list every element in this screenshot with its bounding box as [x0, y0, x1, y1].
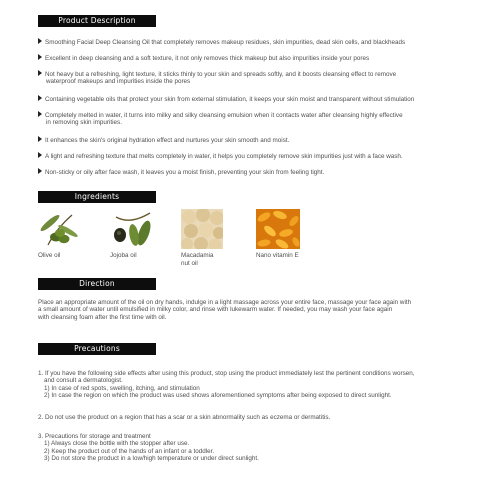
- precaution-item-2: [38, 414, 458, 421]
- jojoba-image: [110, 209, 160, 249]
- arrow-bullet-icon: [38, 111, 42, 117]
- arrow-bullet-icon: [38, 95, 42, 101]
- ingredient-label: Jojoba oil: [110, 252, 137, 259]
- description-item: [38, 136, 458, 144]
- precaution-item-1: [38, 370, 458, 399]
- description-text-cont: in removing skin impurities.: [46, 119, 122, 127]
- description-text: Completely melted in water, it turns into milky and silky cleansing emulsion when it contacts water after cleansing highly effective: [45, 112, 403, 119]
- description-item: [38, 38, 458, 46]
- arrow-bullet-icon: [38, 38, 42, 44]
- arrow-bullet-icon: [38, 168, 42, 174]
- ingredient-label-line1: Macadamia: [181, 252, 214, 259]
- arrow-bullet-icon: [38, 70, 42, 76]
- description-text: Not heavy but a refreshing, light texture, it sticks thinly to your skin and spreads softly, and it boosts cleansing effect to remove: [45, 71, 397, 78]
- precaution-text: and consult a dermatologist.: [44, 377, 123, 385]
- precaution-subitem: 2) Keep the product out of the hands of an infant or a toddler.: [44, 447, 215, 455]
- section-header-description: Product Description: [38, 15, 156, 27]
- ingredient-label-line2: nut oil: [181, 259, 198, 267]
- ingredient-label: Nano vitamin E: [256, 252, 299, 259]
- arrow-bullet-icon: [38, 152, 42, 158]
- description-item: [38, 95, 458, 103]
- ingredient-label: [181, 252, 214, 267]
- direction-line: with cleansing foam after the first time with oil.: [38, 313, 167, 321]
- vitamin-e-capsules-image: [256, 209, 306, 249]
- arrow-bullet-icon: [38, 54, 42, 60]
- direction-line: Place an appropriate amount of the oil on dry hands, indulge in a light massage across your entire face, massage your face again with: [38, 299, 412, 306]
- ingredient-label: Olive oil: [38, 252, 61, 259]
- arrow-bullet-icon: [38, 136, 42, 142]
- precaution-text: 1. If you have the following side effects after using this product, stop using the product immediately lest the pertinent conditions worsen,: [38, 370, 415, 377]
- description-item: [38, 70, 458, 86]
- description-text: Excellent in deep cleansing and a soft texture, it not only removes thick makeup but also impurities inside your pores: [45, 55, 370, 62]
- macadamia-image: [181, 209, 231, 249]
- description-item: [38, 111, 458, 127]
- precaution-text: 3. Precautions for storage and treatment: [38, 433, 151, 440]
- precaution-subitem: 1) In case of red spots, swelling, itching, and stimulation: [44, 384, 200, 392]
- precaution-text: 2. Do not use the product on a region that has a scar or a skin abnormality such as eczema or dermatitis.: [38, 414, 331, 421]
- description-text: Non-sticky or oily after face wash, it leaves you a moist finish, preventing your skin from feeling tight.: [45, 169, 325, 176]
- description-text-cont: waterproof makeups and impurities inside the pores: [46, 78, 191, 86]
- description-text: Containing vegetable oils that protect your skin from external stimulation, it keeps your skin moist and transparent without stimulation: [45, 96, 415, 103]
- description-item: [38, 152, 458, 160]
- direction-line: a small amount of water until emulsified in milky color, and rinse with lukewarm water. If needed, you may wash your face again: [38, 306, 393, 314]
- description-item: [38, 54, 458, 62]
- precaution-subitem: 1) Always close the bottle with the stopper after use.: [44, 440, 190, 448]
- description-text: Smoothing Facial Deep Cleansing Oil that completely removes makeup residues, skin impurities, dead skin cells, and blackheads: [45, 39, 406, 46]
- description-item: [38, 168, 458, 176]
- direction-text: [38, 299, 458, 321]
- section-header-ingredients: Ingredients: [38, 191, 156, 203]
- description-text: A light and refreshing texture that melts completely in water, it helps you completely remove skin impurities just with a face wash.: [45, 153, 403, 160]
- olive-image: [38, 209, 88, 249]
- description-text: It enhances the skin's original hydration effect and nurtures your skin smooth and moist.: [45, 137, 290, 144]
- precaution-subitem: 3) Do not store the product in a low/high temperature or under direct sunlight.: [44, 454, 259, 462]
- section-header-direction: Direction: [38, 278, 156, 290]
- precaution-subitem: 2) In case the region on which the product was used shows aforementioned symptoms after being exposed to direct sunlight.: [44, 391, 392, 399]
- precaution-item-3: [38, 433, 458, 462]
- section-header-precautions: Precautions: [38, 343, 156, 355]
